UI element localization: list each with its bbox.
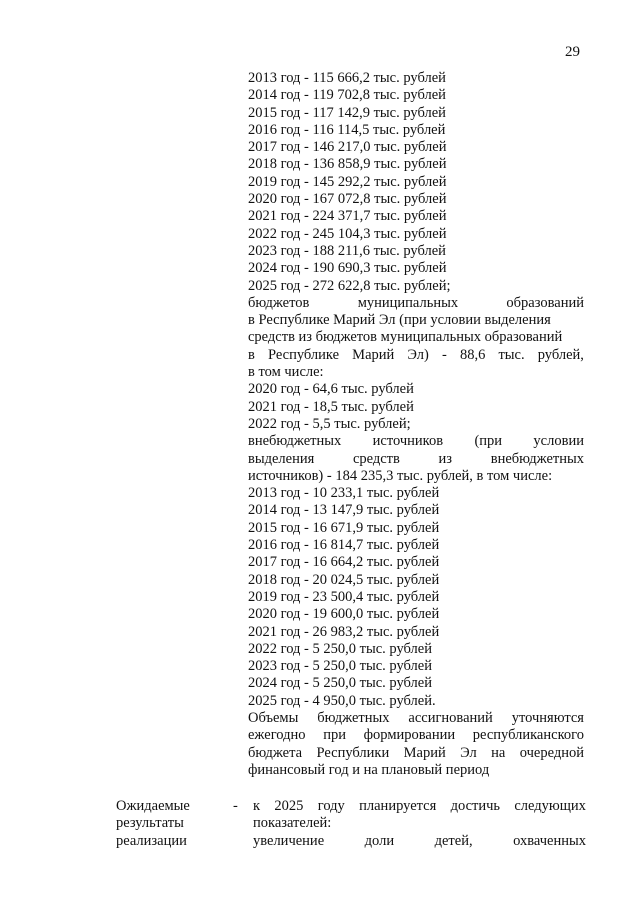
year-amount-line: 2020 год - 19 600,0 тыс. рублей [248, 606, 440, 623]
municipal-budget-line-1: бюджетов муниципальных образований [248, 294, 584, 311]
year-amount-line: 2015 год - 117 142,9 тыс. рублей [248, 104, 446, 121]
year-amount-line: 2013 год - 10 233,1 тыс. рублей [248, 485, 440, 502]
expected-results-label-line-2: результаты [116, 815, 184, 832]
year-amount-line: 2025 год - 272 622,8 тыс. рублей; [248, 277, 451, 294]
expected-results-label [116, 798, 216, 850]
expected-results-line-2: показателей: [253, 815, 332, 832]
municipal-budget-line-2: в Республике Марий Эл (при условии выделения [248, 312, 551, 329]
page-number: 29 [565, 44, 580, 60]
municipal-budget-line-3: средств из бюджетов муниципальных образований [248, 329, 563, 346]
budget-funding-text [248, 70, 584, 779]
extrabudget-years-list [248, 485, 584, 710]
year-amount-line: 2018 год - 20 024,5 тыс. рублей [248, 571, 440, 588]
year-amount-line: 2023 год - 5 250,0 тыс. рублей [248, 658, 432, 675]
year-amount-line: 2016 год - 116 114,5 тыс. рублей [248, 121, 446, 138]
expected-results-text [253, 798, 586, 850]
row-dash: - [233, 798, 238, 814]
expected-results-label-line-1: Ожидаемые [116, 798, 190, 814]
year-amount-line: 2015 год - 16 671,9 тыс. рублей [248, 519, 440, 536]
extrabudget-line-2: выделения средств из внебюджетных [248, 450, 584, 467]
republican-budget-years-list [248, 70, 584, 295]
year-amount-line: 2021 год - 18,5 тыс. рублей [248, 398, 414, 415]
year-amount-line: 2019 год - 145 292,2 тыс. рублей [248, 173, 447, 190]
municipal-budget-line-5: в том числе: [248, 364, 324, 381]
expected-results-line-1: к 2025 году планируется достичь следующих [253, 798, 586, 814]
year-amount-line: 2017 год - 146 217,0 тыс. рублей [248, 139, 447, 156]
allocations-note-line-4: финансовый год и на плановый период [248, 761, 490, 778]
extrabudget-line-1: внебюджетных источников (при условии [248, 433, 584, 450]
year-amount-line: 2021 год - 224 371,7 тыс. рублей [248, 208, 447, 225]
year-amount-line: 2022 год - 5,5 тыс. рублей; [248, 415, 411, 432]
year-amount-line: 2022 год - 245 104,3 тыс. рублей [248, 225, 447, 242]
year-amount-line: 2017 год - 16 664,2 тыс. рублей [248, 554, 440, 571]
year-amount-line: 2014 год - 119 702,8 тыс. рублей [248, 87, 446, 104]
expected-results-label-line-3: реализации [116, 832, 187, 849]
allocations-note-line-1: Объемы бюджетных ассигнований уточняются [248, 709, 584, 726]
year-amount-line: 2013 год - 115 666,2 тыс. рублей [248, 70, 446, 86]
allocations-note-line-2: ежегодно при формировании республиканского [248, 727, 584, 744]
year-amount-line: 2022 год - 5 250,0 тыс. рублей [248, 640, 432, 657]
year-amount-line: 2021 год - 26 983,2 тыс. рублей [248, 623, 440, 640]
year-amount-line: 2023 год - 188 211,6 тыс. рублей [248, 242, 446, 259]
year-amount-line: 2024 год - 5 250,0 тыс. рублей [248, 675, 432, 692]
municipal-budget-years-list [248, 381, 584, 433]
year-amount-line: 2024 год - 190 690,3 тыс. рублей [248, 260, 447, 277]
year-amount-line: 2016 год - 16 814,7 тыс. рублей [248, 537, 440, 554]
extrabudget-line-3: источников) - 184 235,3 тыс. рублей, в том числе: [248, 467, 553, 484]
municipal-budget-line-4: в Республике Марий Эл) - 88,6 тыс. рублей, [248, 346, 584, 363]
year-amount-line: 2018 год - 136 858,9 тыс. рублей [248, 156, 447, 173]
allocations-note-line-3: бюджета Республики Марий Эл на очередной [248, 744, 584, 761]
year-amount-line: 2025 год - 4 950,0 тыс. рублей. [248, 692, 436, 709]
expected-results-line-3: увеличение доли детей, охваченных [253, 832, 586, 849]
year-amount-line: 2019 год - 23 500,4 тыс. рублей [248, 588, 440, 605]
year-amount-line: 2020 год - 167 072,8 тыс. рублей [248, 191, 447, 208]
year-amount-line: 2020 год - 64,6 тыс. рублей [248, 381, 414, 398]
year-amount-line: 2014 год - 13 147,9 тыс. рублей [248, 502, 440, 519]
